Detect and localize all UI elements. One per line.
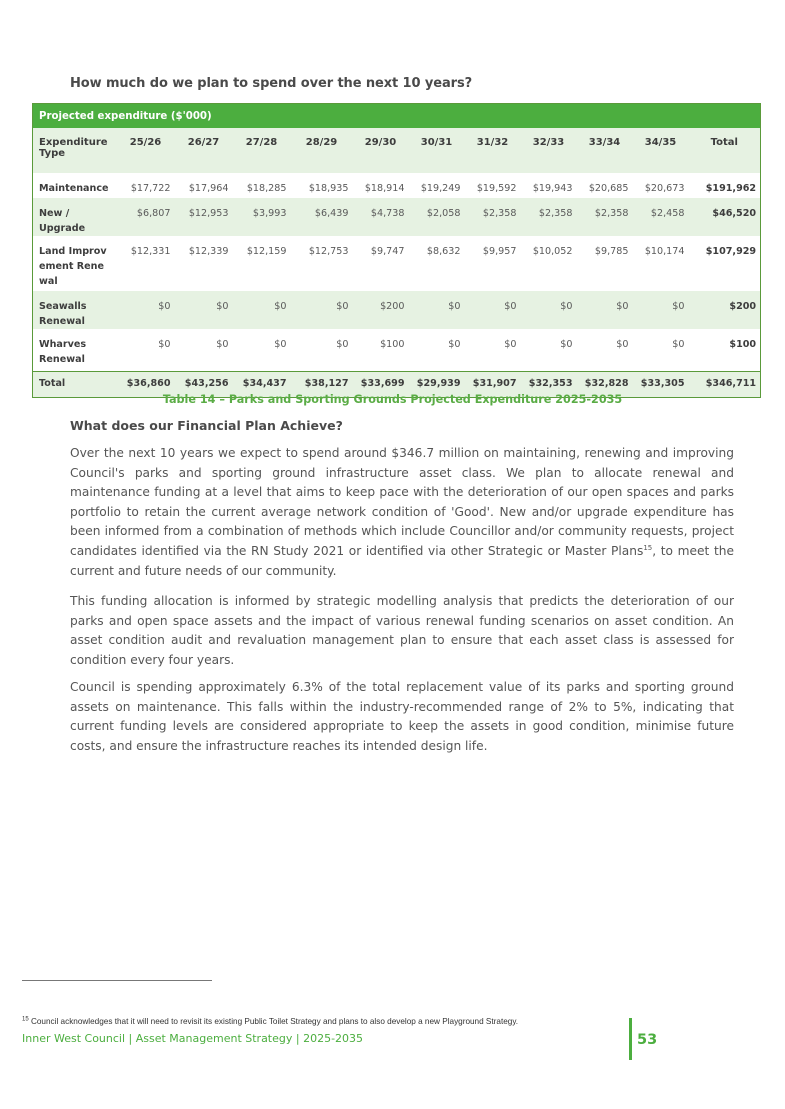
paragraph: This funding allocation is informed by strategic modelling analysis that predicts the deterioration of our parks and open space assets and the impact of various renewal funding scenarios on asset condition. An asset condition audit and revaluation management plan to ensure that each asset class is assessed for condition every four years. (70, 594, 734, 667)
table-cell: $19,943 (532, 183, 573, 194)
section-heading: How much do we plan to spend over the next 10 years? (70, 76, 473, 91)
paragraph (70, 444, 734, 581)
footnote (22, 1017, 518, 1026)
table-cell: $4,738 (353, 198, 409, 236)
table-cell: $17,722 (130, 183, 171, 194)
table-cell: $12,331 (130, 246, 171, 257)
table-cell: $12,953 (175, 198, 233, 236)
table-cell: $100 (380, 339, 405, 350)
page-number: 53 (637, 1032, 658, 1048)
row-label: Wharves Renewal (39, 339, 87, 365)
table-cell: $18,285 (246, 183, 287, 194)
row-label: New / Upgrade (33, 198, 117, 236)
table-cell: $3,993 (233, 198, 291, 236)
column-header: 31/32 (465, 128, 521, 173)
table-row (33, 329, 761, 371)
table-cell: $43,256 (175, 371, 233, 397)
footnote-text: Council acknowledges that it will need to revisit its existing Public Toilet Strategy and plans to also develop a new Playground Strategy. (28, 1017, 519, 1026)
table-cell: $36,860 (117, 371, 175, 397)
table-cell: $0 (577, 291, 633, 329)
table-cell: $20,673 (644, 183, 685, 194)
table-row (33, 173, 761, 198)
table-cell: $0 (216, 339, 229, 350)
table-cell: $10,052 (532, 246, 573, 257)
table-cell: $0 (117, 291, 175, 329)
table-banner: Projected expenditure ($'000) (33, 104, 761, 129)
table-cell: $0 (233, 291, 291, 329)
table-cell: $19,592 (476, 183, 517, 194)
table-cell: $0 (409, 291, 465, 329)
table-cell: $17,964 (188, 183, 229, 194)
column-header: Total (689, 128, 761, 173)
table-cell: $12,339 (188, 246, 229, 257)
paragraph-text: , to meet the current and future needs of our community. (70, 543, 734, 578)
table-cell: $9,957 (482, 246, 517, 257)
expenditure-table (32, 103, 761, 398)
column-header: 25/26 (117, 128, 175, 173)
table-cell: $0 (616, 339, 629, 350)
table-cell: $0 (672, 339, 685, 350)
table-cell: $32,828 (577, 371, 633, 397)
table-cell: $12,753 (308, 246, 349, 257)
table-cell: $9,747 (370, 246, 405, 257)
row-total: $200 (689, 291, 761, 329)
table-cell: $2,458 (633, 198, 689, 236)
table-cell: $0 (465, 291, 521, 329)
footnote-divider (22, 980, 212, 981)
table-caption: Table 14 – Parks and Sporting Grounds Projected Expenditure 2025-2035 (162, 393, 623, 406)
column-header: 32/33 (521, 128, 577, 173)
table-cell: $0 (158, 339, 171, 350)
table-cell: $0 (448, 339, 461, 350)
table-cell: $6,807 (117, 198, 175, 236)
footer-divider (629, 1018, 632, 1060)
footer-title: Inner West Council | Asset Management Strategy | 2025-2035 (22, 1032, 364, 1045)
row-total: $191,962 (705, 183, 757, 194)
column-header: 33/34 (577, 128, 633, 173)
column-header: 30/31 (409, 128, 465, 173)
table-cell: $0 (274, 339, 287, 350)
table-cell: $0 (504, 339, 517, 350)
footnote-ref: 15 (643, 543, 653, 552)
table-cell: $0 (336, 339, 349, 350)
column-header: 28/29 (291, 128, 353, 173)
table-cell: $8,632 (426, 246, 461, 257)
table-cell: $0 (291, 291, 353, 329)
row-label: Total (33, 371, 117, 397)
column-header: 34/35 (633, 128, 689, 173)
row-label: Land Improvement Renewal (39, 246, 107, 287)
subsection-heading: What does our Financial Plan Achieve? (70, 418, 343, 433)
row-label: Maintenance (39, 183, 109, 194)
table-cell: $18,914 (364, 183, 405, 194)
table-row (33, 198, 761, 236)
table-cell: $2,058 (409, 198, 465, 236)
paragraph-text: Over the next 10 years we expect to spend around $346.7 million on maintaining, renewing and improving Council's parks and sporting ground infrastructure asset class. We plan to allocate renewal and maintenance funding at a level that aims to keep pace with the deterioration of our open spaces and parks portfolio to retain the current average network condition of 'Good'. New and/or upgrade expenditure has been informed from a combination of methods which include Councillor and/or community requests, project candidates identified via the RN Study 2021 or identified via other Strategic or Master Plans (70, 446, 734, 558)
table-cell: $2,358 (465, 198, 521, 236)
table-cell: $31,907 (465, 371, 521, 397)
table-cell: $9,785 (594, 246, 629, 257)
row-total: $100 (729, 339, 757, 350)
column-header: 29/30 (353, 128, 409, 173)
table-cell: $0 (560, 339, 573, 350)
table-header-row (33, 128, 761, 173)
row-total: $46,520 (689, 198, 761, 236)
column-header: Expenditure Type (33, 128, 117, 173)
table-row (33, 236, 761, 291)
footnote-number: 15 (22, 1016, 29, 1023)
paragraph: Council is spending approximately 6.3% of the total replacement value of its parks and sporting ground assets on maintenance. This falls within the industry-recommended range of 2% to 5%, indicating that current funding levels are considered appropriate to keep the assets in good condition, minimise future costs, and ensure the infrastructure reaches its intended design life. (70, 680, 734, 753)
column-header: 26/27 (175, 128, 233, 173)
column-header: 27/28 (233, 128, 291, 173)
table-cell: $12,159 (246, 246, 287, 257)
table-cell: $0 (521, 291, 577, 329)
table-cell: $19,249 (420, 183, 461, 194)
table-cell: $33,305 (633, 371, 689, 397)
row-label: Seawalls Renewal (33, 291, 117, 329)
table-cell: $33,699 (353, 371, 409, 397)
row-total: $346,711 (689, 371, 761, 397)
table-cell: $38,127 (291, 371, 353, 397)
table-cell: $34,437 (233, 371, 291, 397)
table-cell: $18,935 (308, 183, 349, 194)
table-cell: $32,353 (521, 371, 577, 397)
table-cell: $0 (633, 291, 689, 329)
table-cell: $6,439 (291, 198, 353, 236)
table-cell: $20,685 (588, 183, 629, 194)
table-cell: $2,358 (521, 198, 577, 236)
table-row (33, 291, 761, 329)
row-total: $107,929 (705, 246, 757, 257)
table-cell: $0 (175, 291, 233, 329)
table-cell: $2,358 (577, 198, 633, 236)
table-cell: $29,939 (409, 371, 465, 397)
table-cell: $200 (353, 291, 409, 329)
table-cell: $10,174 (644, 246, 685, 257)
